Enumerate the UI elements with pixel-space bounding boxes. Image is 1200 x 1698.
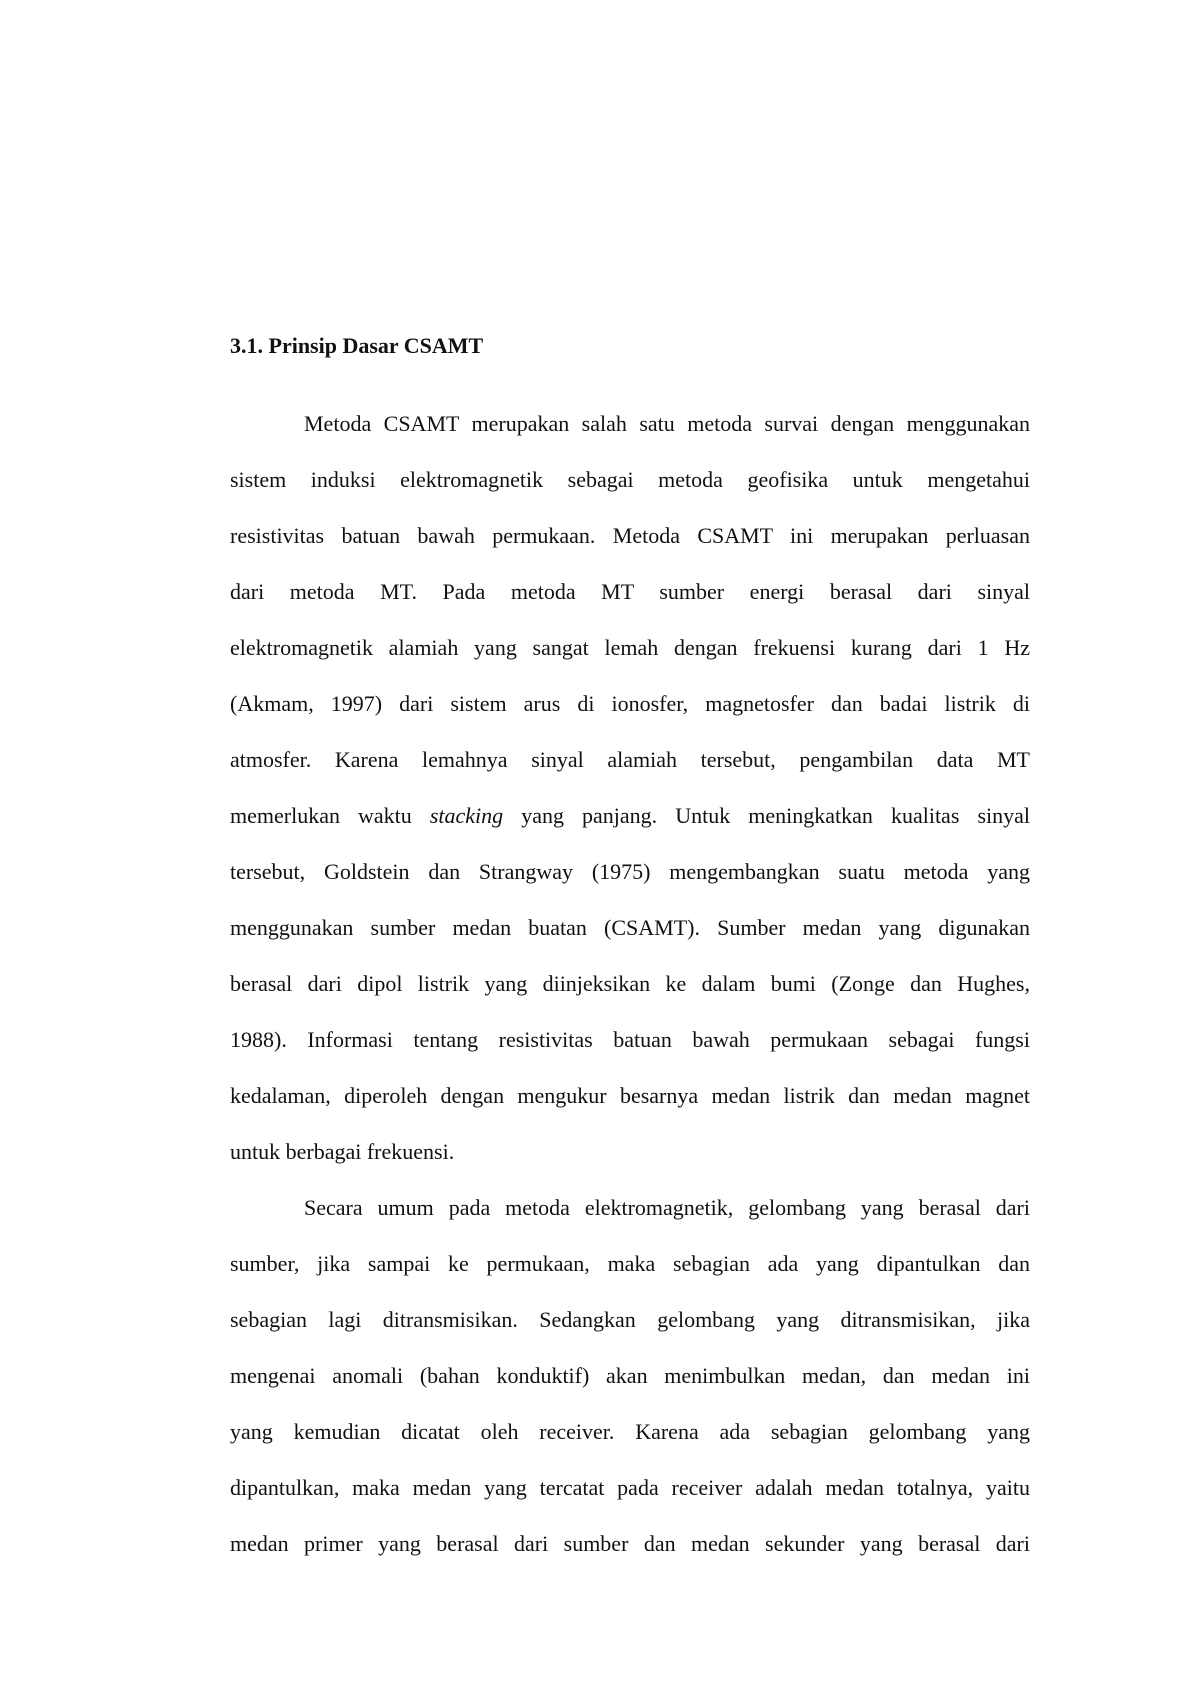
page-content bbox=[230, 318, 1030, 1572]
text-line-with-italic bbox=[230, 788, 1030, 844]
text-line: yang kemudian dicatat oleh receiver. Karena ada sebagian gelombang yang bbox=[230, 1419, 1030, 1444]
paragraph-1 bbox=[230, 396, 1030, 1180]
text-line: berasal dari dipol listrik yang diinjeksikan ke dalam bumi (Zonge dan Hughes, bbox=[230, 971, 1030, 996]
italic-term: stacking bbox=[429, 803, 504, 828]
text-line: menggunakan sumber medan buatan (CSAMT). Sumber medan yang digunakan bbox=[230, 915, 1030, 940]
text-line: sebagian lagi ditransmisikan. Sedangkan gelombang yang ditransmisikan, jika bbox=[230, 1307, 1030, 1332]
text-line: elektromagnetik alamiah yang sangat lemah dengan frekuensi kurang dari 1 Hz bbox=[230, 635, 1030, 660]
paragraph-2 bbox=[230, 1180, 1030, 1572]
text-line: Metoda CSAMT merupakan salah satu metoda survai dengan menggunakan bbox=[304, 411, 1030, 436]
text-line: medan primer yang berasal dari sumber dan medan sekunder yang berasal dari bbox=[230, 1531, 1030, 1556]
text-line: mengenai anomali (bahan konduktif) akan menimbulkan medan, dan medan ini bbox=[230, 1363, 1030, 1388]
text-line: dipantulkan, maka medan yang tercatat pada receiver adalah medan totalnya, yaitu bbox=[230, 1475, 1030, 1500]
text-segment: yang panjang. Untuk meningkatkan kualitas sinyal bbox=[503, 803, 1030, 828]
text-line: (Akmam, 1997) dari sistem arus di ionosfer, magnetosfer dan badai listrik di bbox=[230, 691, 1030, 716]
section-heading: 3.1. Prinsip Dasar CSAMT bbox=[230, 333, 484, 358]
text-line: dari metoda MT. Pada metoda MT sumber energi berasal dari sinyal bbox=[230, 579, 1030, 604]
text-line: kedalaman, diperoleh dengan mengukur besarnya medan listrik dan medan magnet bbox=[230, 1083, 1030, 1108]
text-line: Secara umum pada metoda elektromagnetik, gelombang yang berasal dari bbox=[304, 1195, 1030, 1220]
text-segment: memerlukan waktu bbox=[230, 803, 430, 828]
text-line: untuk berbagai frekuensi. bbox=[230, 1139, 455, 1164]
text-line: sistem induksi elektromagnetik sebagai metoda geofisika untuk mengetahui bbox=[230, 467, 1030, 492]
text-line: atmosfer. Karena lemahnya sinyal alamiah tersebut, pengambilan data MT bbox=[230, 747, 1030, 772]
text-line: sumber, jika sampai ke permukaan, maka sebagian ada yang dipantulkan dan bbox=[230, 1251, 1030, 1276]
text-line: resistivitas batuan bawah permukaan. Metoda CSAMT ini merupakan perluasan bbox=[230, 523, 1030, 548]
text-line: tersebut, Goldstein dan Strangway (1975) mengembangkan suatu metoda yang bbox=[230, 859, 1030, 884]
text-line: 1988). Informasi tentang resistivitas batuan bawah permukaan sebagai fungsi bbox=[230, 1027, 1030, 1052]
